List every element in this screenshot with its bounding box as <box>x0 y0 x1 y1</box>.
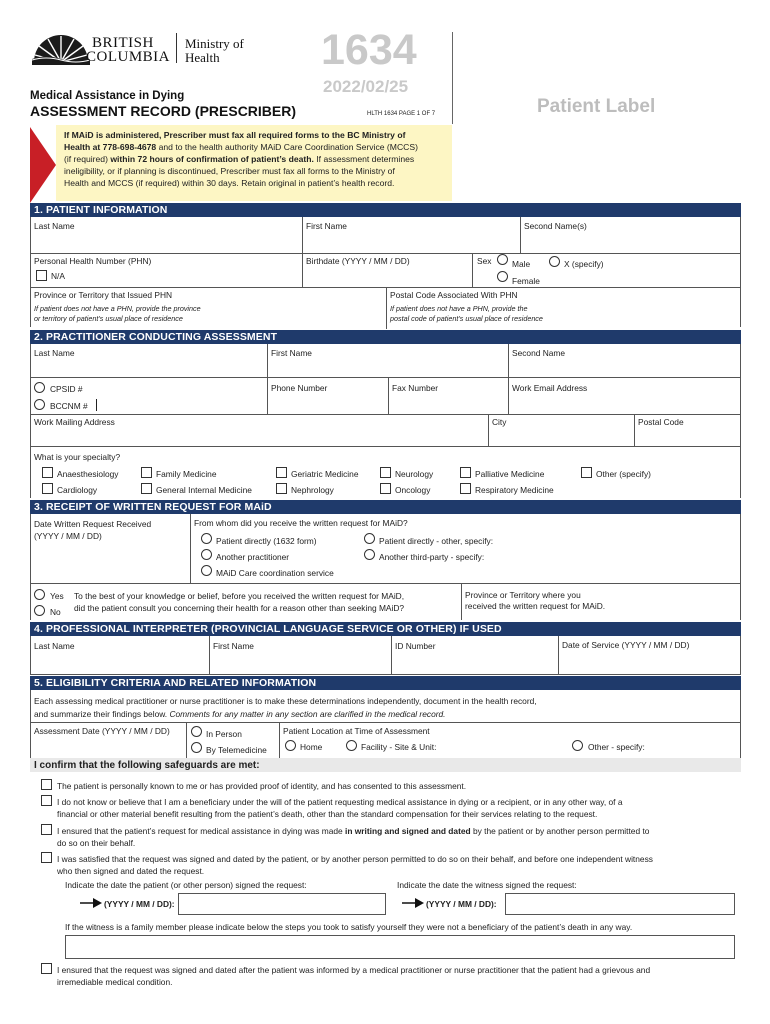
witness-date-format: (YYYY / MM / DD): <box>426 899 497 909</box>
telemedicine-radio[interactable] <box>191 742 202 753</box>
patient-date-format: (YYYY / MM / DD): <box>104 899 175 909</box>
notice-l4: ineligibility, or if planning is discontinued, Prescriber must fax all forms to the Ministry of <box>64 166 395 176</box>
form-number: 1634 <box>321 26 417 74</box>
opt-patient-other-radio[interactable] <box>364 533 375 544</box>
section4-header: 4. PROFESSIONAL INTERPRETER (PROVINCIAL LANGUAGE SERVICE OR OTHER) IF USED <box>30 622 741 636</box>
phn-na-label: N/A <box>51 271 65 281</box>
patient-label: Patient Label <box>537 96 656 117</box>
postal-note1: If patient does not have a PHN, provide the <box>390 304 528 313</box>
safeguard4-text1: I was satisfied that the request was signed and dated by the patient, or by another person permitted to do so on their behalf, and before one independent witness <box>57 854 653 864</box>
practitioner-first-name-label: First Name <box>271 348 312 358</box>
patient-signed-date-label: Indicate the date the patient (or other person) signed the request: <box>65 880 307 890</box>
notice-l3: (if required) within 72 hours of confirmation of patient’s death. If assessment determines <box>64 154 415 164</box>
form-date: 2022/02/25 <box>323 77 409 96</box>
form-title: ASSESSMENT RECORD (PRESCRIBER) <box>30 103 297 119</box>
spec-cardiology-checkbox[interactable] <box>42 483 53 494</box>
opt-patient-1632-radio[interactable] <box>201 533 212 544</box>
sex-female-radio[interactable] <box>497 271 508 282</box>
section3-header: 3. RECEIPT OF WRITTEN REQUEST FOR MAiD <box>30 500 741 514</box>
spec-nephrology-checkbox[interactable] <box>276 483 287 494</box>
spec-internal-checkbox[interactable] <box>141 483 152 494</box>
sex-x-label: X (specify) <box>564 259 604 269</box>
sex-female-label: Female <box>512 276 540 286</box>
patient-last-name-label: Last Name <box>34 221 75 231</box>
spec-other-label: Other (specify) <box>596 469 651 479</box>
from-whom-label: From whom did you receive the written request for MAiD? <box>194 518 408 528</box>
safeguard3-text1: I ensured that the patient’s request for medical assistance in dying was made in writing and signed and dated by the patient or by another person permitted to <box>57 826 650 836</box>
spec-neurology-label: Neurology <box>395 469 434 479</box>
facility-label: Facility - Site & Unit: <box>361 742 437 752</box>
patient-first-name-field[interactable] <box>303 232 519 252</box>
safeguard3-text2: do so on their behalf. <box>57 838 136 848</box>
patient-second-names-field[interactable] <box>521 232 740 252</box>
ministry-line1: Ministry of <box>185 36 244 51</box>
telemedicine-label: By Telemedicine <box>206 745 267 755</box>
assessment-date-label: Assessment Date (YYYY / MM / DD) <box>34 726 170 736</box>
practitioner-last-name-label: Last Name <box>34 348 75 358</box>
safeguard3-checkbox[interactable] <box>41 824 52 835</box>
safeguard2-text1: I do not know or believe that I am a beneficiary under the will of the patient requesting medical assistance in dying or a recipient, or in any other way, of a <box>57 797 623 807</box>
safeguard2-text2: financial or other material benefit resulting from the patient’s death, other than the standard compensation for their services relating to the request. <box>57 809 598 819</box>
cpsid-radio[interactable] <box>34 382 45 393</box>
province-note1: If patient does not have a PHN, provide the province <box>34 304 201 313</box>
location-other-label: Other - specify: <box>588 742 645 752</box>
confirm-heading: I confirm that the following safeguards are met: <box>34 760 260 771</box>
opt-mccs-radio[interactable] <box>201 565 212 576</box>
notice-l5: Health and MCCS (if required) within 30 days. Retain original in patient’s health record. <box>64 178 395 188</box>
notice-l2: Health at 778-698-4678 and to the health authority MAiD Care Coordination Service (MCCS) <box>64 142 418 152</box>
opt-practitioner-radio[interactable] <box>201 549 212 560</box>
province-phn-label: Province or Territory that Issued PHN <box>34 290 173 300</box>
spec-internal-label: General Internal Medicine <box>156 485 252 495</box>
interpreter-id-label: ID Number <box>395 641 436 651</box>
request-date-label2: (YYYY / MM / DD) <box>34 531 102 541</box>
consult-yes-label: Yes <box>50 591 64 601</box>
spec-geriatric-checkbox[interactable] <box>276 467 287 478</box>
mailing-address-label: Work Mailing Address <box>34 417 115 427</box>
spec-anaesthesiology-checkbox[interactable] <box>42 467 53 478</box>
form-code: HLTH 1634 PAGE 1 OF 7 <box>367 111 436 117</box>
patient-first-name-label: First Name <box>306 221 347 231</box>
fax-label: Fax Number <box>392 383 439 393</box>
spec-neurology-checkbox[interactable] <box>380 467 391 478</box>
bc-logo <box>30 30 250 68</box>
consult-question2: did the patient consult you concerning their health for a reason other than seeking MAiD? <box>74 603 405 613</box>
location-other-radio[interactable] <box>572 740 583 751</box>
patient-last-name-field[interactable] <box>31 232 301 252</box>
phn-na-checkbox[interactable] <box>36 270 47 281</box>
practitioner-second-name-label: Second Name <box>512 348 566 358</box>
spec-geriatric-label: Geriatric Medicine <box>291 469 359 479</box>
sex-male-label: Male <box>512 259 531 269</box>
witness-signed-date-field[interactable] <box>505 893 735 915</box>
spec-respiratory-checkbox[interactable] <box>460 483 471 494</box>
opt-patient-other-label: Patient directly - other, specify: <box>379 536 494 546</box>
consult-no-radio[interactable] <box>34 605 45 616</box>
postal-note2: postal code of patient’s usual place of residence <box>390 314 543 323</box>
section5-header: 5. ELIGIBILITY CRITERIA AND RELATED INFORMATION <box>30 676 741 690</box>
location-label: Patient Location at Time of Assessment <box>283 726 430 736</box>
safeguard1-text: The patient is personally known to me or has provided proof of identity, and has consented to this assessment. <box>57 781 467 791</box>
province-received-label1: Province or Territory where you <box>465 590 581 600</box>
province-received-label2: received the written request for MAiD. <box>465 601 606 611</box>
opt-third-party-label: Another third-party - specify: <box>379 552 485 562</box>
interpreter-date-label: Date of Service (YYYY / MM / DD) <box>562 640 690 650</box>
family-witness-steps-field[interactable] <box>65 935 735 959</box>
postal-phn-label: Postal Code Associated With PHN <box>390 290 518 300</box>
patient-signed-date-field[interactable] <box>178 893 386 915</box>
logo-line2: COLUMBIA <box>86 49 171 65</box>
spec-anaesthesiology-label: Anaesthesiology <box>57 469 119 479</box>
sex-x-radio[interactable] <box>549 256 560 267</box>
arrow-right-icon <box>402 898 424 908</box>
notice-l1: If MAiD is administered, Prescriber must fax all required forms to the BC Ministry of <box>64 130 406 140</box>
phone-label: Phone Number <box>271 383 328 393</box>
request-date-label1: Date Written Request Received <box>34 519 152 529</box>
spec-oncology-label: Oncology <box>395 485 431 495</box>
practitioner-postal-label: Postal Code <box>638 417 684 427</box>
spec-oncology-checkbox[interactable] <box>380 483 391 494</box>
safeguard5-checkbox[interactable] <box>41 963 52 974</box>
ministry-line2: Health <box>185 50 220 65</box>
bccnm-label: BCCNM # <box>50 401 88 411</box>
witness-signed-date-label: Indicate the date the witness signed the request: <box>397 880 577 890</box>
province-note2: or territory of patient’s usual place of residence <box>34 314 183 323</box>
sun-icon <box>30 32 92 66</box>
city-label: City <box>492 417 507 427</box>
section1-header: 1. PATIENT INFORMATION <box>30 203 741 217</box>
opt-third-party-radio[interactable] <box>364 549 375 560</box>
interpreter-first-name-label: First Name <box>213 641 254 651</box>
safeguard5-text2: irremediable medical condition. <box>57 977 173 987</box>
interpreter-last-name-label: Last Name <box>34 641 75 651</box>
facility-radio[interactable] <box>346 740 357 751</box>
patient-second-names-label: Second Name(s) <box>524 221 587 231</box>
opt-patient-1632-label: Patient directly (1632 form) <box>216 536 317 546</box>
section5-intro1: Each assessing medical practitioner or nurse practitioner is to make these determinations independently, document in the health record, <box>34 696 537 706</box>
email-label: Work Email Address <box>512 383 588 393</box>
spec-family-checkbox[interactable] <box>141 467 152 478</box>
section5-intro2: and summarize their findings below. Comments for any matter in any section are clarified in the medical record. <box>34 709 446 719</box>
safeguard2-checkbox[interactable] <box>41 795 52 806</box>
sex-male-radio[interactable] <box>497 254 508 265</box>
opt-mccs-label: MAiD Care coordination service <box>216 568 334 578</box>
spec-nephrology-label: Nephrology <box>291 485 334 495</box>
home-label: Home <box>300 742 323 752</box>
spec-family-label: Family Medicine <box>156 469 217 479</box>
in-person-radio[interactable] <box>191 726 202 737</box>
in-person-label: In Person <box>206 729 242 739</box>
opt-practitioner-label: Another practitioner <box>216 552 290 562</box>
safeguard4-checkbox[interactable] <box>41 852 52 863</box>
red-arrow-icon <box>30 127 56 203</box>
home-radio[interactable] <box>285 740 296 751</box>
spec-cardiology-label: Cardiology <box>57 485 98 495</box>
safeguard4-text2: who then signed and dated the request. <box>57 866 205 876</box>
form-subtitle: Medical Assistance in Dying <box>30 90 185 102</box>
safeguard1-checkbox[interactable] <box>41 779 52 790</box>
spec-palliative-label: Palliative Medicine <box>475 469 545 479</box>
consult-question1: To the best of your knowledge or belief, before you received the written request for MAiD, <box>74 591 405 601</box>
birthdate-label: Birthdate (YYYY / MM / DD) <box>306 256 410 266</box>
consult-no-label: No <box>50 607 61 617</box>
bccnm-radio[interactable] <box>34 399 45 410</box>
arrow-right-icon <box>80 898 102 908</box>
spec-respiratory-label: Respiratory Medicine <box>475 485 554 495</box>
sex-label: Sex <box>477 256 492 266</box>
safeguard5-text1: I ensured that the request was signed and dated after the patient was informed by a medical practitioner or nurse practitioner that the patient had a grievous and <box>57 965 651 975</box>
consult-yes-radio[interactable] <box>34 589 45 600</box>
specialty-question: What is your specialty? <box>34 452 121 462</box>
spec-palliative-checkbox[interactable] <box>460 467 471 478</box>
section2-header: 2. PRACTITIONER CONDUCTING ASSESSMENT <box>30 330 741 344</box>
cpsid-label: CPSID # <box>50 384 83 394</box>
phn-label: Personal Health Number (PHN) <box>34 256 152 266</box>
family-witness-label: If the witness is a family member please indicate below the steps you took to satisfy yourself they were not a beneficiary of the patient’s death in any way. <box>65 922 633 932</box>
spec-other-checkbox[interactable] <box>581 467 592 478</box>
logo-line1: BRITISH <box>92 35 154 51</box>
